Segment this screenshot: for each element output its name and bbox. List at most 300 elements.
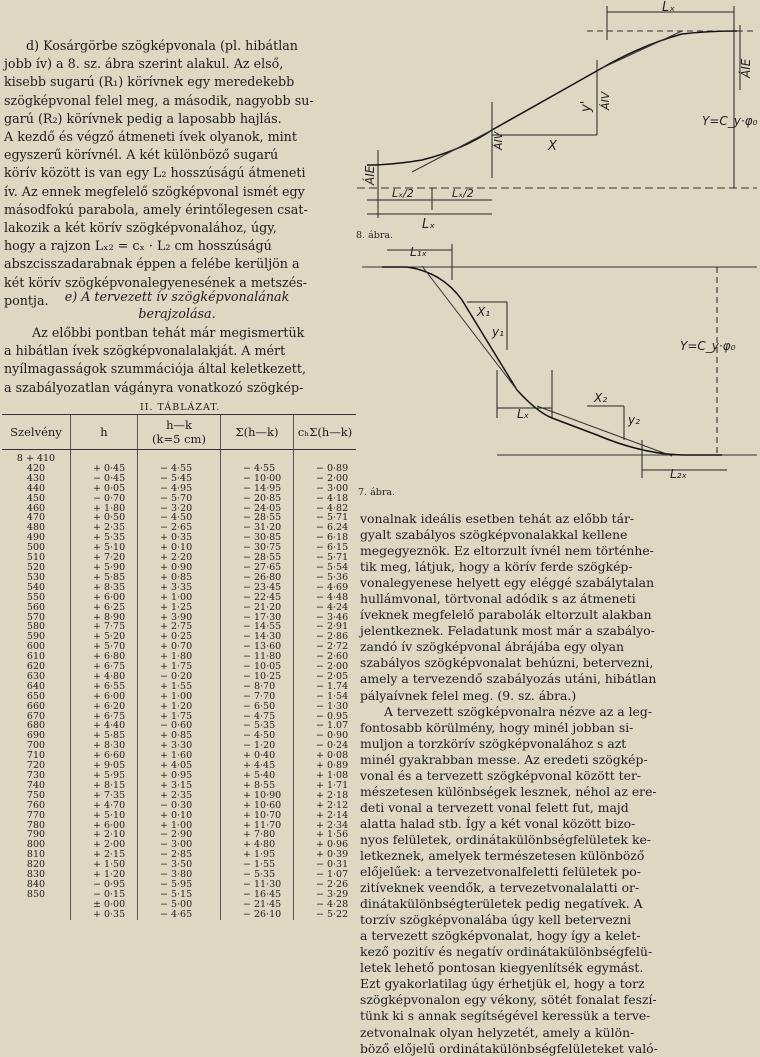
- col-header-h-k: [138, 415, 221, 450]
- table-cell: 780: [26, 819, 46, 831]
- table-cell: [71, 450, 138, 464]
- text-line: lakozik a két körív szögképvonalához, úgy,: [4, 220, 277, 236]
- paragraph-d: [4, 37, 350, 310]
- table-cell: + 0·95: [138, 771, 221, 781]
- table-cell: + 1·00: [138, 821, 221, 831]
- table-cell: + 0·35: [138, 533, 221, 543]
- table-cell: − 20·85: [221, 494, 294, 504]
- table-cell: + 1·80: [71, 504, 138, 514]
- table-cell: + 6·75: [71, 712, 138, 722]
- text-line: jelentkeznek. Feladatunk most már a szabályo-: [360, 623, 655, 639]
- table-cell: + 10·60: [221, 801, 294, 811]
- text-line: letek lehető pontosan kiegyenlítsék egymást.: [360, 960, 644, 976]
- table-cell: 760: [26, 799, 46, 811]
- table-cell: 840: [26, 878, 46, 890]
- table-cell: − 4·75: [221, 712, 294, 722]
- text-line: nyos felületek, ordinátakülönbségfelületek ke-: [360, 831, 651, 847]
- table-cell: − 10·25: [221, 672, 294, 682]
- table-cell: − 2·00: [294, 662, 357, 672]
- table-cell: − 24·05: [221, 504, 294, 514]
- table-cell: − 2·86: [294, 632, 357, 642]
- table-cell: 500: [26, 542, 46, 554]
- table-cell: + 8·15: [71, 781, 138, 791]
- table-cell: − 26·80: [221, 573, 294, 583]
- text-line: vonalnak ideális esetben tehát az előbb tár-: [360, 511, 635, 526]
- table-cell: 580: [26, 621, 46, 633]
- table-cell: + 3·15: [138, 781, 221, 791]
- data-table: [2, 414, 356, 920]
- table-row: [2, 603, 356, 613]
- table-cell: − 2·90: [138, 830, 221, 840]
- label-lx-top: Lₓ: [662, 0, 676, 15]
- table-cell: 630: [26, 670, 46, 682]
- text-line: alatta halad stb. Így a két vonal között bizo-: [360, 815, 636, 831]
- table-cell: + 5·10: [71, 543, 138, 553]
- table-cell: + 2·20: [138, 553, 221, 563]
- table-cell: − 0·95: [71, 880, 138, 890]
- table-cell: + 1·75: [138, 662, 221, 672]
- text-line: Ezt gyakorlatilag úgy érhetjük el, hogy a torz: [360, 976, 645, 992]
- table-cell: − 11·30: [221, 880, 294, 890]
- table-cell: − 4·24: [294, 603, 357, 613]
- table-cell: + 0·89: [294, 761, 357, 771]
- label-aie-left: ÁIE: [363, 165, 377, 185]
- label-y-formula: Y=C_y·φ₀: [702, 114, 758, 128]
- table-cell: + 3·30: [138, 741, 221, 751]
- table-title: II. TÁBLÁZAT.: [140, 402, 221, 413]
- col-header-sum: Σ(h—k): [221, 415, 294, 450]
- label-y2: y₂: [628, 413, 640, 427]
- text-line: abszcisszadarabnak éppen a felébe kerüljön a: [4, 256, 300, 272]
- label-lx2-right: Lₓ/2: [452, 187, 474, 200]
- text-line: zetvonalnak olyan helyzetét, amely a külön-: [360, 1024, 635, 1040]
- text-line: Az előbbi pontban tehát már megismertük: [32, 325, 305, 340]
- label-y-formula: Y=C_y·φ₀: [680, 339, 736, 353]
- table-cell: + 7·20: [71, 553, 138, 563]
- table-cell: + 2·12: [294, 801, 357, 811]
- table-cell: + 0·08: [294, 751, 357, 761]
- table-cell: 650: [26, 690, 46, 702]
- heading-line: berajzolása.: [138, 306, 216, 321]
- table-cell: 470: [26, 512, 46, 524]
- table-cell: − 1·07: [294, 870, 357, 880]
- table-cell: ± 0·00: [71, 900, 138, 910]
- label-lx: Lₓ: [517, 407, 530, 421]
- table-cell: − 21·45: [221, 900, 294, 910]
- table-cell: + 0·05: [71, 484, 138, 494]
- text-line: fontosabb körülmény, hogy minél jobban si-: [360, 719, 634, 735]
- text-line: hogy a rajzon Lₓ₂ = cₓ · L₂ cm hosszúságú: [4, 238, 272, 254]
- table-cell: 540: [26, 581, 46, 593]
- text-line: vonal és a tervezett szögképvonal között ter-: [360, 767, 642, 783]
- table-cell: − 2·91: [294, 622, 357, 632]
- table-cell: − 1.74: [294, 682, 357, 692]
- table-cell: − 5·71: [294, 553, 357, 563]
- table-cell: 560: [26, 601, 46, 613]
- table-cell: + 8·35: [71, 583, 138, 593]
- table-cell: 710: [26, 750, 46, 762]
- table-cell: − 4·55: [138, 464, 221, 474]
- table-cell: 590: [26, 631, 46, 643]
- table-cell: − 4·28: [294, 900, 357, 910]
- table-cell: + 5·95: [71, 771, 138, 781]
- table-cell: + 0·40: [221, 751, 294, 761]
- label-x2: X₂: [594, 391, 608, 405]
- table-cell: + 6·20: [71, 702, 138, 712]
- table-cell: + 6·55: [71, 682, 138, 692]
- table-cell: − 1·54: [294, 692, 357, 702]
- label-l1x: L₁ₓ: [410, 245, 427, 259]
- table-cell: − 30·75: [221, 543, 294, 553]
- table-cell: + 5·35: [71, 533, 138, 543]
- table-cell: − 26·10: [221, 910, 294, 920]
- text-line: íveknek megfelelő parabolák eltorzult alakban: [360, 607, 652, 623]
- text-line: pontja.: [4, 292, 49, 308]
- table-cell: + 0·70: [138, 642, 221, 652]
- table-cell: − 6·50: [221, 702, 294, 712]
- table-cell: + 4·80: [221, 840, 294, 850]
- table-cell: + 6·80: [71, 652, 138, 662]
- table-cell: − 4·50: [221, 731, 294, 741]
- table-body: [2, 450, 356, 920]
- table-cell: − 21·20: [221, 603, 294, 613]
- table-cell: − 2·65: [138, 523, 221, 533]
- table-cell: − 13·60: [221, 642, 294, 652]
- table-cell: [2, 900, 71, 910]
- table-cell: 750: [26, 789, 46, 801]
- table-cell: + 1·95: [221, 850, 294, 860]
- table-cell: − 3·46: [294, 613, 357, 623]
- table-cell: + 5·70: [71, 642, 138, 652]
- text-line: körív között is van egy L₂ hosszúságú átmeneti: [4, 165, 306, 181]
- text-line: vonalegyenese helyett egy eléggé szabálytalan: [360, 575, 655, 591]
- text-line: A kezdő és végző átmeneti ívek olyanok, mint: [4, 129, 297, 145]
- table-cell: − 1·55: [221, 860, 294, 870]
- text-line: deti vonal a tervezett vonal felett fut, majd: [360, 799, 629, 815]
- table-cell: 600: [26, 641, 46, 653]
- table-cell: − 1.07: [294, 721, 357, 731]
- table-row: [2, 910, 356, 920]
- table-cell: + 0·85: [138, 573, 221, 583]
- table-cell: + 1·25: [138, 603, 221, 613]
- table-cell: + 2·14: [294, 811, 357, 821]
- table-cell: 520: [26, 561, 46, 573]
- label-aiv-upper: ÁIV: [599, 91, 612, 110]
- table-cell: + 0·39: [294, 850, 357, 860]
- table-cell: − 8·70: [221, 682, 294, 692]
- table-cell: − 16·45: [221, 890, 294, 900]
- text-line: másodfokú parabola, amely érintőlegesen csat-: [4, 201, 308, 217]
- table-cell: − 5·54: [294, 563, 357, 573]
- table-cell: − 2·26: [294, 880, 357, 890]
- table-cell: + 6·75: [71, 662, 138, 672]
- table-cell: − 10·05: [221, 662, 294, 672]
- table-cell: − 2·85: [138, 850, 221, 860]
- table-cell: 530: [26, 571, 46, 583]
- label-l2x: L₂ₓ: [670, 467, 687, 481]
- table-cell: + 1·08: [294, 771, 357, 781]
- text-line: nyílmagasságok szummációja által keletkezett,: [4, 361, 306, 377]
- text-line: a szabályozatlan vágányra vonatkozó szögkép-: [4, 379, 304, 395]
- table-cell: − 5·70: [138, 494, 221, 504]
- table-cell: + 1·60: [138, 751, 221, 761]
- tangent-line: [412, 130, 492, 172]
- table-cell: 820: [26, 859, 46, 871]
- table-cell: − 5·71: [294, 513, 357, 523]
- table-cell: + 0·90: [138, 563, 221, 573]
- label-lx2-left: Lₓ/2: [392, 187, 414, 200]
- table-cell: 690: [26, 730, 46, 742]
- table-cell: 570: [26, 611, 46, 623]
- table-cell: − 2·60: [294, 652, 357, 662]
- table-cell: − 4·18: [294, 494, 357, 504]
- table-cell: + 6·00: [71, 692, 138, 702]
- table-cell: + 1·20: [138, 702, 221, 712]
- table-cell: + 5·90: [71, 563, 138, 573]
- label-x1: X₁: [477, 305, 491, 319]
- table-cell: + 7·80: [221, 830, 294, 840]
- table-cell: + 7·75: [71, 622, 138, 632]
- table-cell: 660: [26, 700, 46, 712]
- table-cell: − 10·00: [221, 474, 294, 484]
- text-line: a hibátlan ívek szögképvonalalakját. A mért: [4, 343, 286, 359]
- text-line: egyszerű körívnél. A két különböző sugarú: [4, 147, 279, 163]
- table-cell: − 3·00: [294, 484, 357, 494]
- table-cell: + 5·85: [71, 573, 138, 583]
- table-cell: + 10·70: [221, 811, 294, 821]
- figure-7: [352, 240, 760, 505]
- text-line: hullámvonal, törtvonal adódik s az átmeneti: [360, 591, 636, 607]
- szogkep-curve-7: [382, 267, 722, 455]
- table-cell: 490: [26, 532, 46, 544]
- table-cell: 720: [26, 760, 46, 772]
- paragraph-e: [4, 324, 350, 397]
- table-cell: − 28·55: [221, 553, 294, 563]
- table-cell: − 4·69: [294, 583, 357, 593]
- table-cell: − 31·20: [221, 523, 294, 533]
- table-cell: + 6·25: [71, 603, 138, 613]
- text-line: két körív szögképvonalegyenesének a metszés-: [4, 274, 307, 290]
- table-cell: 620: [26, 661, 46, 673]
- table-cell: − 27·65: [221, 563, 294, 573]
- table-cell: − 5·36: [294, 573, 357, 583]
- table-cell: 480: [26, 522, 46, 534]
- text-line: zitíveknek veendők, a tervezetvonalalatti or-: [360, 880, 640, 896]
- table-cell: + 2·75: [138, 622, 221, 632]
- text-line: jobb ív) a 8. sz. ábra szerint alakul. Az első,: [4, 56, 284, 72]
- text-line: zandó ív szögképvonal ábrájába egy olyan: [360, 639, 625, 655]
- table-cell: 460: [26, 502, 46, 514]
- table-cell: + 0·10: [138, 811, 221, 821]
- text-line: szabályos szögképvonalat behúzni, betervezni,: [360, 655, 654, 671]
- table-header-row: [2, 415, 356, 450]
- table-cell: + 6·00: [71, 821, 138, 831]
- table-cell: + 0·35: [71, 910, 138, 920]
- table-cell: 680: [26, 720, 46, 732]
- label-lx-bottom: Lₓ: [422, 217, 436, 232]
- label-y1: y₁: [492, 325, 504, 339]
- table-cell: [138, 450, 221, 464]
- table-cell: − 23·45: [221, 583, 294, 593]
- text-line: mészetesen különbségek lesznek, néhol az ere-: [360, 783, 657, 799]
- text-line: böző előjelű ordinátakülönbségfelületeket való-: [360, 1040, 658, 1056]
- table-cell: + 1·50: [71, 860, 138, 870]
- table-cell: 510: [26, 552, 46, 564]
- text-line: szögképvonalon egy vékony, sötét fonalat feszí-: [360, 992, 657, 1008]
- tangent-line: [602, 31, 682, 68]
- table-cell: + 0·25: [138, 632, 221, 642]
- table-cell: − 2·72: [294, 642, 357, 652]
- table-cell: + 1·71: [294, 781, 357, 791]
- table-cell: − 5·45: [138, 474, 221, 484]
- table-cell: − 30·85: [221, 533, 294, 543]
- table-cell: − 3·29: [294, 890, 357, 900]
- table-cell: + 4·70: [71, 801, 138, 811]
- table-cell: − 4·95: [138, 484, 221, 494]
- table-cell: + 9·05: [71, 761, 138, 771]
- table-cell: 8 + 410: [16, 453, 56, 464]
- table-cell: + 1·00: [138, 692, 221, 702]
- label-aie-right: ÁIE: [739, 58, 753, 78]
- table-row: [2, 450, 356, 464]
- text-line: amely a tervezendő szabályozás utáni, hibátlan: [360, 671, 657, 687]
- table-cell: − 3·20: [138, 504, 221, 514]
- tangent-line: [537, 406, 672, 456]
- table-cell: − 6.24: [294, 523, 357, 533]
- text-line: minél gyakrabban messe. Az eredeti szögkép-: [360, 751, 648, 767]
- table-cell: − 22·45: [221, 593, 294, 603]
- table-cell: + 0·50: [71, 513, 138, 523]
- table-cell: + 5·20: [71, 632, 138, 642]
- table-cell: + 2·00: [71, 840, 138, 850]
- table-cell: + 1·56: [294, 830, 357, 840]
- label-aiv-lower: ÁIV: [492, 131, 505, 150]
- table-cell: 700: [26, 740, 46, 752]
- table-cell: 830: [26, 869, 46, 881]
- table-cell: + 2·10: [71, 830, 138, 840]
- table-cell: + 8·90: [71, 613, 138, 623]
- table-cell: + 6·00: [71, 593, 138, 603]
- table-cell: − 0·70: [71, 494, 138, 504]
- table-cell: − 4·82: [294, 504, 357, 514]
- table-cell: [221, 450, 294, 464]
- table-cell: − 0·45: [71, 474, 138, 484]
- table-cell: 610: [26, 651, 46, 663]
- table-cell: + 1·20: [71, 870, 138, 880]
- table-cell: + 2·15: [71, 850, 138, 860]
- fig7-caption: 7. ábra.: [358, 487, 396, 498]
- text-line: szögképvonal felel meg, a második, nagyobb su-: [4, 92, 314, 108]
- text-line: garú (R₂) körívnek pedig a laposabb hajlás.: [4, 110, 282, 126]
- table-cell: + 5·40: [221, 771, 294, 781]
- text-line: A tervezett szögképvonalra nézve az a leg-: [384, 703, 653, 719]
- table-cell: − 0·15: [71, 890, 138, 900]
- section-heading-e: [4, 288, 350, 322]
- table-cell: + 8·55: [221, 781, 294, 791]
- text-line: muljon a torzkörív szögképvonalához s azt: [360, 735, 627, 751]
- col-header-ch-sum: cₕΣ(h—k): [294, 415, 357, 450]
- table-cell: + 4·40: [71, 721, 138, 731]
- table-cell: + 3·90: [138, 613, 221, 623]
- table-cell: 640: [26, 680, 46, 692]
- table-cell: + 5·10: [71, 811, 138, 821]
- table-cell: 440: [26, 482, 46, 494]
- table-cell: [294, 450, 357, 464]
- text-line: a tervezett szögképvonalat, hogy így a kelet-: [360, 928, 641, 944]
- table-cell: − 3·50: [138, 860, 221, 870]
- table-cell: − 2·00: [294, 474, 357, 484]
- col-header-szelveny: Szelvény: [2, 415, 71, 450]
- table-cell: + 0·10: [138, 543, 221, 553]
- table-cell: + 1·55: [138, 682, 221, 692]
- text-line: dinátakülönbségterületek pedig negatívek. A: [360, 896, 643, 912]
- table-cell: − 28·55: [221, 513, 294, 523]
- table-cell: − 11·80: [221, 652, 294, 662]
- table-cell: − 5·00: [138, 900, 221, 910]
- table-cell: 730: [26, 770, 46, 781]
- table-cell: + 1·00: [138, 593, 221, 603]
- table-cell: − 14·55: [221, 622, 294, 632]
- table-cell: − 5·15: [138, 890, 221, 900]
- table-cell: − 5·22: [294, 910, 357, 920]
- table-cell: + 6·60: [71, 751, 138, 761]
- table-cell: − 1·20: [221, 741, 294, 751]
- table-cell: + 0·85: [138, 731, 221, 741]
- table-cell: − 0·20: [138, 672, 221, 682]
- table-cell: − 5·35: [221, 870, 294, 880]
- text-line: kisebb sugarú (R₁) körívnek egy meredekebb: [4, 74, 295, 90]
- table-cell: − 6·15: [294, 543, 357, 553]
- right-column-text: [360, 511, 700, 1057]
- text-line: torzív szögképvonalába úgy kell betervezni: [360, 912, 632, 928]
- table-cell: + 2·18: [294, 791, 357, 801]
- table-cell: + 3·35: [138, 583, 221, 593]
- table-cell: 450: [26, 492, 46, 504]
- table-cell: + 4·05: [138, 761, 221, 771]
- table-cell: − 0·90: [294, 731, 357, 741]
- table-cell: − 0·89: [294, 464, 357, 474]
- table-cell: 420: [26, 462, 46, 474]
- table-cell: − 17·30: [221, 613, 294, 623]
- text-line: letkeznek, amelyek természetesen különböző: [360, 847, 645, 863]
- table-cell: + 5·85: [71, 731, 138, 741]
- heading-line: e) A tervezett ív szögképvonalának: [64, 289, 290, 304]
- table-cell: + 11·70: [221, 821, 294, 831]
- fig8-caption: 8. ábra.: [356, 230, 394, 240]
- table-cell: 790: [26, 829, 46, 841]
- col-header-h-k-top: h—k: [166, 418, 192, 432]
- text-line: pályaívnek felel meg. (9. sz. ábra.): [360, 687, 577, 703]
- table-cell: + 0·96: [294, 840, 357, 850]
- table-cell: 770: [26, 809, 46, 821]
- table-cell: − 1·30: [294, 702, 357, 712]
- table-cell: − 2·05: [294, 672, 357, 682]
- table-cell: + 10·90: [221, 791, 294, 801]
- table-cell: − 0·60: [138, 721, 221, 731]
- table-cell: + 2·35: [138, 791, 221, 801]
- table-cell: + 2·35: [71, 523, 138, 533]
- text-line: előjelűek: a tervezetvonalfeletti felületek po-: [360, 864, 641, 880]
- text-line: ív. Az ennek megfelelő szögképvonal ismét egy: [4, 183, 305, 199]
- table-cell: + 1·80: [138, 652, 221, 662]
- text-line: gyalt szabályos szögképvonalakkal kellene: [360, 527, 628, 543]
- table-cell: 810: [26, 849, 46, 861]
- table-cell: − 14·95: [221, 484, 294, 494]
- table-cell: − 4·55: [221, 464, 294, 474]
- table-cell: − 0·30: [138, 801, 221, 811]
- table-cell: − 5·35: [221, 721, 294, 731]
- table-cell: [2, 910, 71, 920]
